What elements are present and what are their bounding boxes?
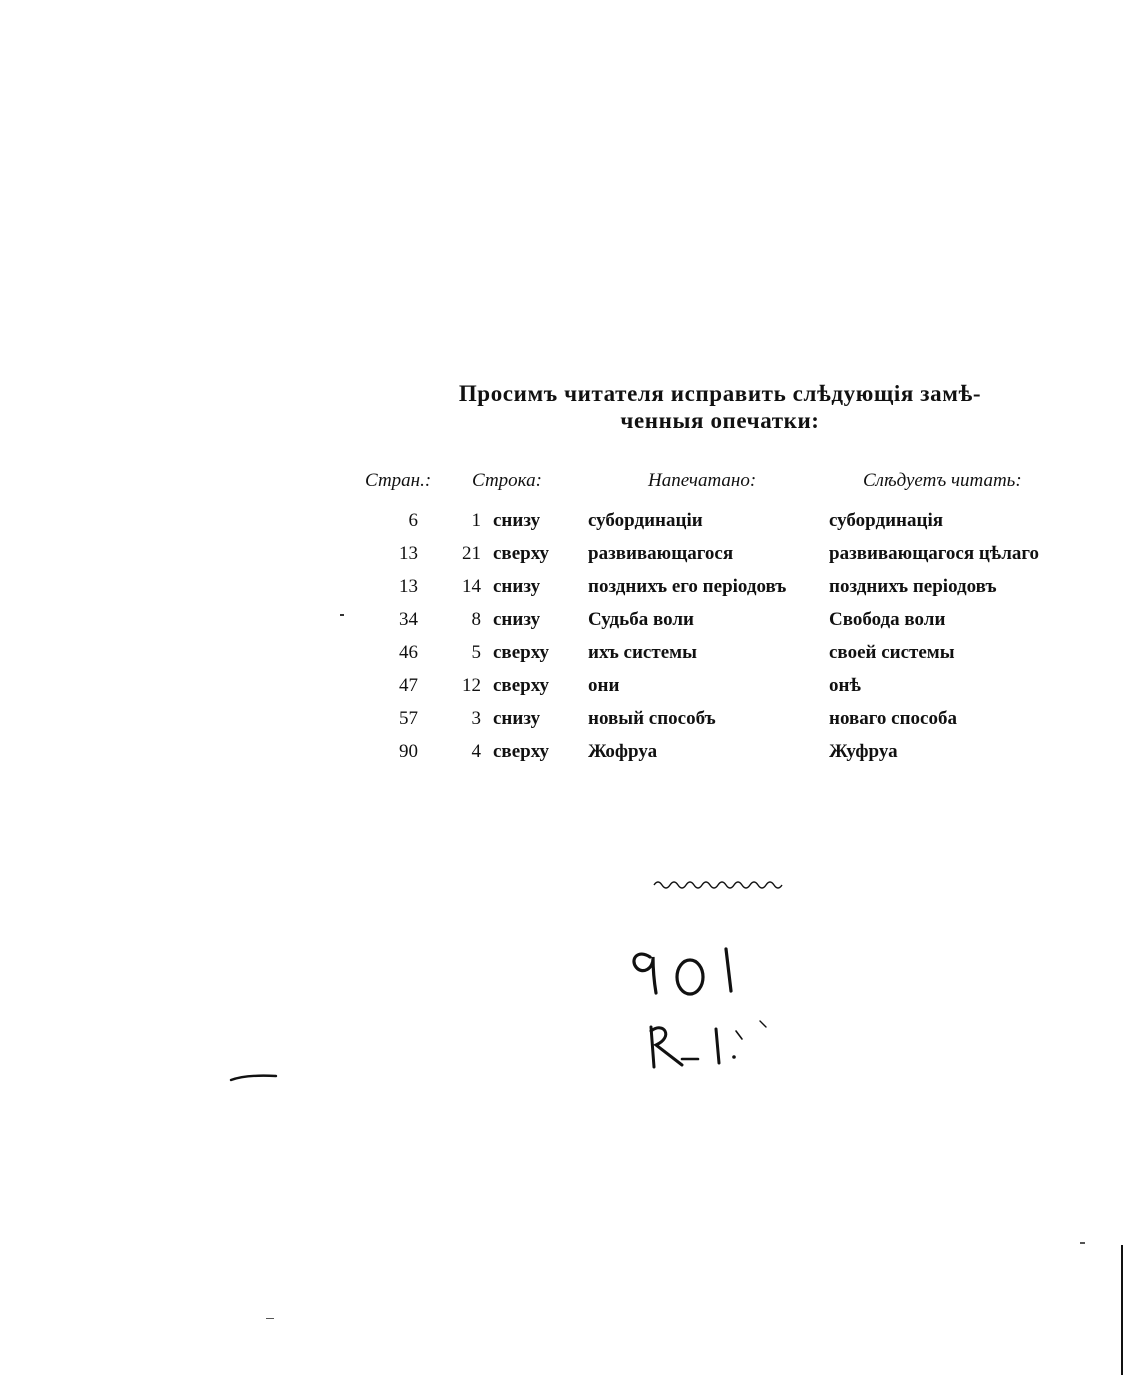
header-line: Строка: xyxy=(472,470,542,491)
errata-table-header xyxy=(360,464,1080,504)
wavy-rule-ornament xyxy=(652,876,784,890)
row-printed: новый способъ xyxy=(588,708,716,729)
stray-pen-mark xyxy=(228,1070,280,1086)
row-line-dir: сверху xyxy=(493,675,549,696)
row-read: Свобода воли xyxy=(829,609,946,630)
table-row xyxy=(360,603,1080,636)
table-row xyxy=(360,669,1080,702)
header-printed: Напечатано: xyxy=(648,470,757,491)
row-page: 6 xyxy=(408,510,418,531)
row-read: своей системы xyxy=(829,642,955,663)
errata-heading-line-2: ченныя опечатки: xyxy=(620,408,820,433)
row-printed: они xyxy=(588,675,620,696)
errata-table xyxy=(360,464,1080,768)
row-printed: ихъ системы xyxy=(588,642,697,663)
errata-heading xyxy=(360,380,1080,434)
row-line-dir: сверху xyxy=(493,642,549,663)
row-line-num: 5 xyxy=(471,642,481,663)
speck xyxy=(1080,1242,1085,1244)
table-row xyxy=(360,702,1080,735)
row-line-dir: снизу xyxy=(493,576,541,597)
table-row xyxy=(360,504,1080,537)
row-read: субординація xyxy=(829,510,944,531)
row-page: 57 xyxy=(399,708,418,729)
row-printed: развивающагося xyxy=(588,543,734,564)
table-row xyxy=(360,570,1080,603)
header-page: Стран.: xyxy=(365,470,432,491)
row-read: Жуфруа xyxy=(829,741,898,762)
row-line-num: 3 xyxy=(471,708,481,729)
row-printed: позднихъ его періодовъ xyxy=(588,576,787,597)
row-line-num: 12 xyxy=(462,675,481,696)
row-line-num: 1 xyxy=(471,510,481,531)
row-line-dir: снизу xyxy=(493,708,541,729)
row-read: новаго способа xyxy=(829,708,957,729)
row-page: 90 xyxy=(399,741,418,762)
row-read: позднихъ періодовъ xyxy=(829,576,997,597)
row-printed: субординаціи xyxy=(588,510,703,531)
row-line-num: 14 xyxy=(462,576,481,597)
row-read: развивающагося цѣлаго xyxy=(829,543,1040,564)
row-page: 46 xyxy=(399,642,418,663)
row-line-dir: сверху xyxy=(493,543,549,564)
row-page: 34 xyxy=(399,609,418,630)
row-line-num: 4 xyxy=(471,741,481,762)
row-line-num: 8 xyxy=(471,609,481,630)
speck xyxy=(340,614,344,616)
row-page: 13 xyxy=(399,543,418,564)
row-line-dir: снизу xyxy=(493,510,541,531)
row-read: онѣ xyxy=(829,675,861,696)
page-edge-line xyxy=(1121,1245,1123,1375)
table-row xyxy=(360,636,1080,669)
speck xyxy=(266,1318,274,1319)
table-row xyxy=(360,735,1080,768)
row-printed: Жофруа xyxy=(588,741,658,762)
row-page: 13 xyxy=(399,576,418,597)
errata-heading-line-1: Просимъ читателя исправить слѣдующія замѣ- xyxy=(458,381,982,406)
row-printed: Судьба воли xyxy=(588,609,694,630)
table-row xyxy=(360,537,1080,570)
header-read: Слѣдуетъ читать: xyxy=(863,470,1022,491)
handwritten-shelfmark xyxy=(620,935,790,1080)
row-line-num: 21 xyxy=(462,543,481,564)
row-page: 47 xyxy=(399,675,418,696)
row-line-dir: снизу xyxy=(493,609,541,630)
row-line-dir: сверху xyxy=(493,741,549,762)
